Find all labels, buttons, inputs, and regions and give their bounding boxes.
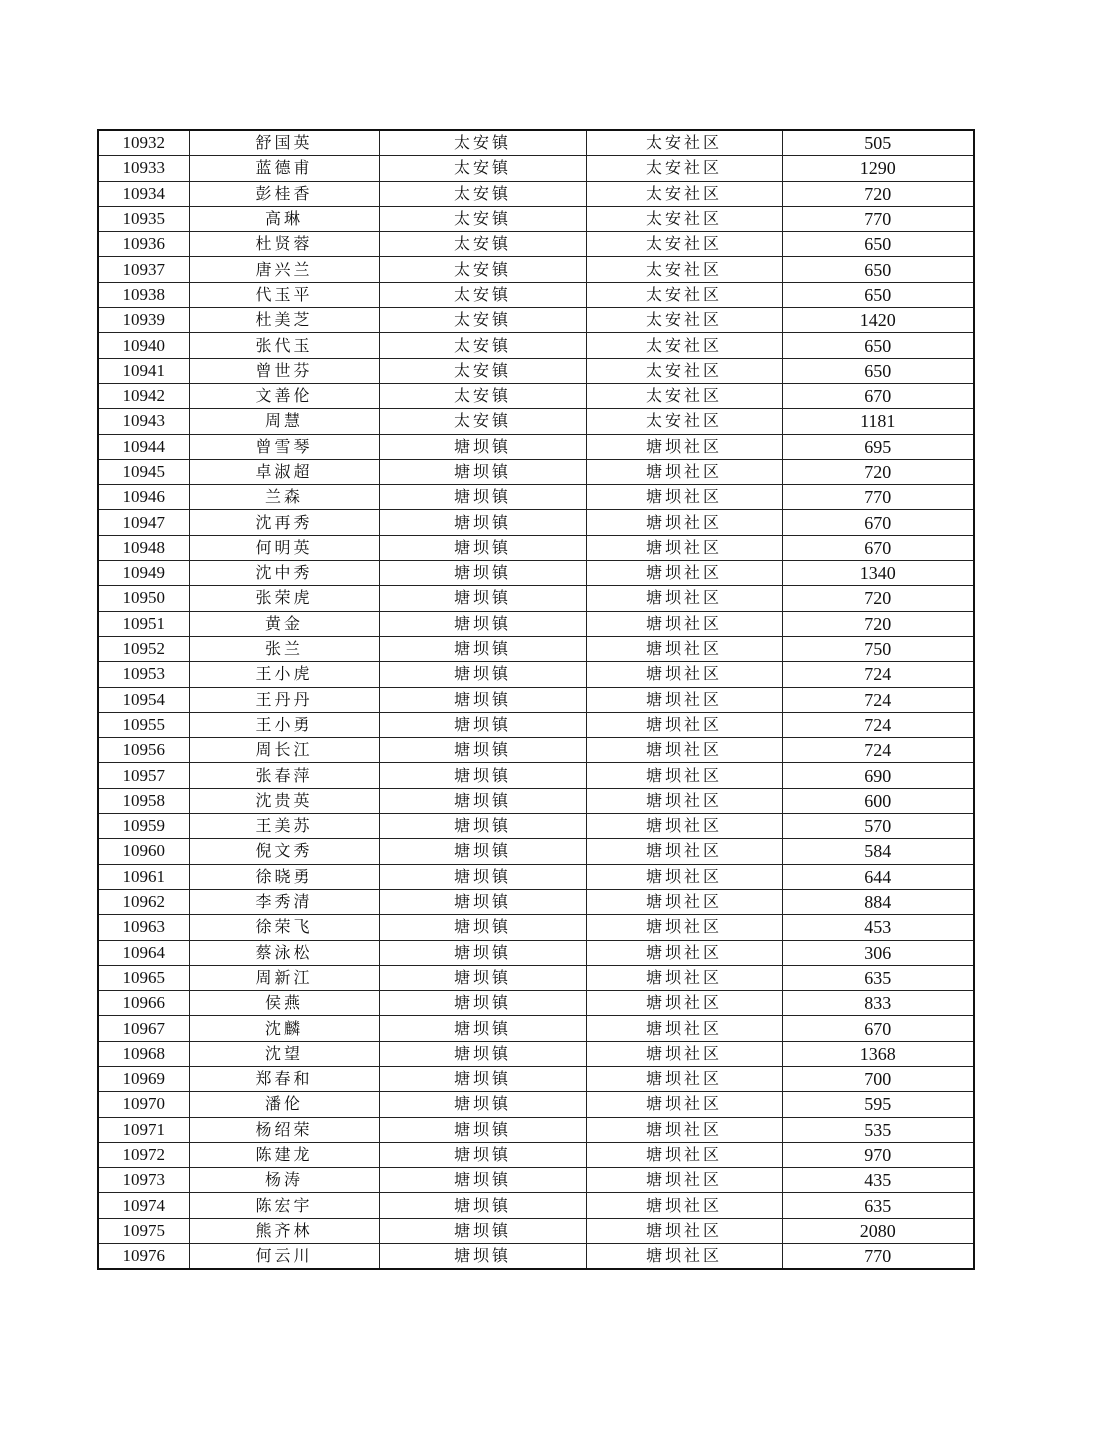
cell-name: 杨涛 — [189, 1168, 379, 1193]
cell-town: 太安镇 — [379, 232, 586, 257]
cell-name: 沈贵英 — [189, 788, 379, 813]
table-row — [98, 1066, 974, 1091]
cell-id: 10976 — [98, 1244, 189, 1270]
cell-community: 塘坝社区 — [586, 1193, 782, 1218]
cell-town: 塘坝镇 — [379, 1142, 586, 1167]
cell-id: 10973 — [98, 1168, 189, 1193]
cell-amount: 770 — [782, 1244, 974, 1270]
cell-amount: 435 — [782, 1168, 974, 1193]
cell-town: 塘坝镇 — [379, 561, 586, 586]
cell-amount: 670 — [782, 383, 974, 408]
cell-id: 10935 — [98, 206, 189, 231]
cell-id: 10957 — [98, 763, 189, 788]
cell-town: 塘坝镇 — [379, 510, 586, 535]
table-row — [98, 1016, 974, 1041]
cell-town: 塘坝镇 — [379, 915, 586, 940]
cell-amount: 650 — [782, 333, 974, 358]
cell-community: 塘坝社区 — [586, 510, 782, 535]
table-row — [98, 232, 974, 257]
cell-amount: 600 — [782, 788, 974, 813]
cell-community: 塘坝社区 — [586, 965, 782, 990]
cell-id: 10972 — [98, 1142, 189, 1167]
cell-community: 塘坝社区 — [586, 940, 782, 965]
cell-id: 10966 — [98, 991, 189, 1016]
cell-id: 10936 — [98, 232, 189, 257]
cell-name: 潘伦 — [189, 1092, 379, 1117]
cell-id: 10955 — [98, 712, 189, 737]
table-row — [98, 308, 974, 333]
cell-community: 塘坝社区 — [586, 662, 782, 687]
cell-amount: 650 — [782, 257, 974, 282]
cell-community: 塘坝社区 — [586, 459, 782, 484]
cell-name: 张代玉 — [189, 333, 379, 358]
cell-id: 10946 — [98, 485, 189, 510]
table-row — [98, 459, 974, 484]
table-row — [98, 333, 974, 358]
cell-town: 塘坝镇 — [379, 738, 586, 763]
cell-amount: 884 — [782, 889, 974, 914]
cell-amount: 670 — [782, 1016, 974, 1041]
cell-community: 塘坝社区 — [586, 1066, 782, 1091]
cell-name: 张兰 — [189, 636, 379, 661]
cell-name: 徐晓勇 — [189, 864, 379, 889]
cell-town: 太安镇 — [379, 333, 586, 358]
cell-id: 10952 — [98, 636, 189, 661]
cell-community: 太安社区 — [586, 156, 782, 181]
table-row — [98, 763, 974, 788]
cell-amount: 644 — [782, 864, 974, 889]
cell-id: 10967 — [98, 1016, 189, 1041]
cell-town: 太安镇 — [379, 181, 586, 206]
cell-id: 10958 — [98, 788, 189, 813]
cell-amount: 770 — [782, 485, 974, 510]
cell-amount: 750 — [782, 636, 974, 661]
cell-amount: 1290 — [782, 156, 974, 181]
table-row — [98, 156, 974, 181]
table-row — [98, 687, 974, 712]
cell-town: 塘坝镇 — [379, 1193, 586, 1218]
cell-town: 塘坝镇 — [379, 814, 586, 839]
cell-id: 10937 — [98, 257, 189, 282]
cell-community: 塘坝社区 — [586, 586, 782, 611]
cell-id: 10942 — [98, 383, 189, 408]
cell-amount: 670 — [782, 535, 974, 560]
cell-amount: 720 — [782, 181, 974, 206]
cell-community: 塘坝社区 — [586, 535, 782, 560]
cell-id: 10963 — [98, 915, 189, 940]
cell-amount: 970 — [782, 1142, 974, 1167]
cell-id: 10945 — [98, 459, 189, 484]
cell-id: 10954 — [98, 687, 189, 712]
table-row — [98, 611, 974, 636]
cell-amount: 595 — [782, 1092, 974, 1117]
cell-town: 塘坝镇 — [379, 940, 586, 965]
cell-community: 塘坝社区 — [586, 1168, 782, 1193]
cell-name: 王美苏 — [189, 814, 379, 839]
cell-community: 塘坝社区 — [586, 611, 782, 636]
cell-town: 塘坝镇 — [379, 889, 586, 914]
cell-community: 太安社区 — [586, 130, 782, 156]
cell-town: 塘坝镇 — [379, 687, 586, 712]
cell-amount: 720 — [782, 611, 974, 636]
table-row — [98, 889, 974, 914]
table-row — [98, 434, 974, 459]
cell-id: 10939 — [98, 308, 189, 333]
cell-community: 太安社区 — [586, 333, 782, 358]
cell-name: 沈麟 — [189, 1016, 379, 1041]
cell-name: 唐兴兰 — [189, 257, 379, 282]
cell-amount: 453 — [782, 915, 974, 940]
cell-name: 周慧 — [189, 409, 379, 434]
cell-town: 塘坝镇 — [379, 662, 586, 687]
cell-town: 太安镇 — [379, 282, 586, 307]
cell-community: 太安社区 — [586, 409, 782, 434]
cell-name: 蔡泳松 — [189, 940, 379, 965]
cell-id: 10964 — [98, 940, 189, 965]
cell-community: 塘坝社区 — [586, 788, 782, 813]
cell-amount: 770 — [782, 206, 974, 231]
table-row — [98, 206, 974, 231]
cell-name: 卓淑超 — [189, 459, 379, 484]
cell-amount: 700 — [782, 1066, 974, 1091]
cell-town: 太安镇 — [379, 409, 586, 434]
cell-name: 沈中秀 — [189, 561, 379, 586]
cell-town: 塘坝镇 — [379, 1218, 586, 1243]
table-row — [98, 662, 974, 687]
cell-id: 10974 — [98, 1193, 189, 1218]
table-row — [98, 738, 974, 763]
cell-community: 塘坝社区 — [586, 763, 782, 788]
cell-name: 李秀清 — [189, 889, 379, 914]
cell-town: 塘坝镇 — [379, 611, 586, 636]
cell-community: 塘坝社区 — [586, 864, 782, 889]
cell-id: 10959 — [98, 814, 189, 839]
cell-town: 塘坝镇 — [379, 1066, 586, 1091]
cell-town: 塘坝镇 — [379, 1168, 586, 1193]
cell-town: 太安镇 — [379, 358, 586, 383]
table-row — [98, 561, 974, 586]
cell-community: 塘坝社区 — [586, 434, 782, 459]
cell-id: 10932 — [98, 130, 189, 156]
table-row — [98, 839, 974, 864]
table-row — [98, 586, 974, 611]
cell-town: 塘坝镇 — [379, 991, 586, 1016]
cell-id: 10962 — [98, 889, 189, 914]
cell-amount: 650 — [782, 282, 974, 307]
table-row — [98, 257, 974, 282]
table-row — [98, 1168, 974, 1193]
cell-name: 王丹丹 — [189, 687, 379, 712]
cell-id: 10969 — [98, 1066, 189, 1091]
cell-name: 倪文秀 — [189, 839, 379, 864]
cell-id: 10947 — [98, 510, 189, 535]
cell-town: 塘坝镇 — [379, 535, 586, 560]
cell-community: 太安社区 — [586, 308, 782, 333]
cell-amount: 720 — [782, 586, 974, 611]
cell-town: 塘坝镇 — [379, 763, 586, 788]
cell-name: 郑春和 — [189, 1066, 379, 1091]
cell-amount: 2080 — [782, 1218, 974, 1243]
cell-town: 塘坝镇 — [379, 636, 586, 661]
cell-town: 塘坝镇 — [379, 712, 586, 737]
cell-amount: 724 — [782, 712, 974, 737]
table-row — [98, 1218, 974, 1243]
roster-table — [97, 129, 975, 1270]
cell-name: 黄金 — [189, 611, 379, 636]
cell-name: 何云川 — [189, 1244, 379, 1270]
cell-id: 10948 — [98, 535, 189, 560]
table-row — [98, 358, 974, 383]
cell-amount: 670 — [782, 510, 974, 535]
cell-community: 塘坝社区 — [586, 915, 782, 940]
table-row — [98, 915, 974, 940]
cell-amount: 724 — [782, 738, 974, 763]
table-row — [98, 282, 974, 307]
cell-amount: 1420 — [782, 308, 974, 333]
table-row — [98, 181, 974, 206]
cell-town: 塘坝镇 — [379, 586, 586, 611]
table-row — [98, 510, 974, 535]
cell-name: 徐荣飞 — [189, 915, 379, 940]
cell-name: 曾世芬 — [189, 358, 379, 383]
cell-community: 塘坝社区 — [586, 1244, 782, 1270]
cell-town: 塘坝镇 — [379, 1041, 586, 1066]
cell-name: 王小虎 — [189, 662, 379, 687]
cell-town: 太安镇 — [379, 308, 586, 333]
cell-community: 塘坝社区 — [586, 687, 782, 712]
cell-name: 周新江 — [189, 965, 379, 990]
cell-name: 何明英 — [189, 535, 379, 560]
cell-community: 塘坝社区 — [586, 1092, 782, 1117]
table-row — [98, 409, 974, 434]
cell-id: 10953 — [98, 662, 189, 687]
table-row — [98, 383, 974, 408]
cell-amount: 724 — [782, 687, 974, 712]
cell-amount: 650 — [782, 232, 974, 257]
cell-amount: 724 — [782, 662, 974, 687]
cell-town: 塘坝镇 — [379, 864, 586, 889]
table-row — [98, 1142, 974, 1167]
cell-id: 10970 — [98, 1092, 189, 1117]
cell-community: 太安社区 — [586, 232, 782, 257]
cell-id: 10950 — [98, 586, 189, 611]
cell-community: 塘坝社区 — [586, 636, 782, 661]
cell-name: 陈宏宇 — [189, 1193, 379, 1218]
cell-community: 太安社区 — [586, 358, 782, 383]
cell-town: 塘坝镇 — [379, 459, 586, 484]
cell-community: 塘坝社区 — [586, 1016, 782, 1041]
cell-community: 塘坝社区 — [586, 814, 782, 839]
cell-community: 塘坝社区 — [586, 1041, 782, 1066]
cell-community: 塘坝社区 — [586, 738, 782, 763]
cell-name: 曾雪琴 — [189, 434, 379, 459]
cell-name: 沈望 — [189, 1041, 379, 1066]
cell-town: 太安镇 — [379, 156, 586, 181]
cell-id: 10960 — [98, 839, 189, 864]
cell-community: 太安社区 — [586, 282, 782, 307]
cell-name: 彭桂香 — [189, 181, 379, 206]
cell-community: 塘坝社区 — [586, 561, 782, 586]
table-row — [98, 991, 974, 1016]
cell-amount: 833 — [782, 991, 974, 1016]
cell-id: 10951 — [98, 611, 189, 636]
cell-amount: 690 — [782, 763, 974, 788]
cell-id: 10956 — [98, 738, 189, 763]
cell-amount: 535 — [782, 1117, 974, 1142]
cell-id: 10940 — [98, 333, 189, 358]
cell-town: 塘坝镇 — [379, 1092, 586, 1117]
cell-community: 塘坝社区 — [586, 712, 782, 737]
cell-amount: 1368 — [782, 1041, 974, 1066]
table-row — [98, 814, 974, 839]
cell-amount: 695 — [782, 434, 974, 459]
cell-name: 代玉平 — [189, 282, 379, 307]
cell-name: 蓝德甫 — [189, 156, 379, 181]
cell-amount: 570 — [782, 814, 974, 839]
cell-town: 太安镇 — [379, 130, 586, 156]
cell-id: 10938 — [98, 282, 189, 307]
cell-id: 10941 — [98, 358, 189, 383]
cell-amount: 635 — [782, 965, 974, 990]
cell-town: 塘坝镇 — [379, 485, 586, 510]
cell-town: 塘坝镇 — [379, 965, 586, 990]
cell-name: 高琳 — [189, 206, 379, 231]
cell-town: 塘坝镇 — [379, 788, 586, 813]
cell-community: 塘坝社区 — [586, 889, 782, 914]
cell-town: 塘坝镇 — [379, 1016, 586, 1041]
cell-community: 塘坝社区 — [586, 839, 782, 864]
cell-id: 10949 — [98, 561, 189, 586]
cell-name: 舒国英 — [189, 130, 379, 156]
table-row — [98, 1041, 974, 1066]
cell-id: 10968 — [98, 1041, 189, 1066]
cell-id: 10961 — [98, 864, 189, 889]
cell-name: 侯燕 — [189, 991, 379, 1016]
cell-amount: 635 — [782, 1193, 974, 1218]
cell-town: 太安镇 — [379, 257, 586, 282]
table-row — [98, 788, 974, 813]
table-row — [98, 130, 974, 156]
cell-name: 文善伦 — [189, 383, 379, 408]
cell-id: 10943 — [98, 409, 189, 434]
cell-name: 杜美芝 — [189, 308, 379, 333]
cell-town: 塘坝镇 — [379, 434, 586, 459]
cell-town: 太安镇 — [379, 383, 586, 408]
cell-id: 10971 — [98, 1117, 189, 1142]
cell-amount: 584 — [782, 839, 974, 864]
table-row — [98, 485, 974, 510]
cell-name: 沈再秀 — [189, 510, 379, 535]
table-row — [98, 965, 974, 990]
cell-name: 张荣虎 — [189, 586, 379, 611]
cell-name: 陈建龙 — [189, 1142, 379, 1167]
table-row — [98, 940, 974, 965]
cell-amount: 1340 — [782, 561, 974, 586]
cell-name: 王小勇 — [189, 712, 379, 737]
cell-community: 太安社区 — [586, 181, 782, 206]
cell-name: 熊齐林 — [189, 1218, 379, 1243]
cell-amount: 306 — [782, 940, 974, 965]
cell-community: 塘坝社区 — [586, 1117, 782, 1142]
table-row — [98, 1244, 974, 1270]
cell-name: 杨绍荣 — [189, 1117, 379, 1142]
cell-community: 塘坝社区 — [586, 485, 782, 510]
cell-community: 太安社区 — [586, 206, 782, 231]
table-row — [98, 1193, 974, 1218]
cell-community: 太安社区 — [586, 257, 782, 282]
cell-town: 塘坝镇 — [379, 1244, 586, 1270]
cell-amount: 650 — [782, 358, 974, 383]
cell-town: 塘坝镇 — [379, 1117, 586, 1142]
cell-id: 10975 — [98, 1218, 189, 1243]
cell-id: 10965 — [98, 965, 189, 990]
table-row — [98, 1092, 974, 1117]
cell-name: 兰森 — [189, 485, 379, 510]
table-row — [98, 636, 974, 661]
cell-id: 10933 — [98, 156, 189, 181]
cell-community: 塘坝社区 — [586, 991, 782, 1016]
cell-amount: 1181 — [782, 409, 974, 434]
cell-amount: 720 — [782, 459, 974, 484]
cell-id: 10944 — [98, 434, 189, 459]
cell-community: 塘坝社区 — [586, 1142, 782, 1167]
table-row — [98, 535, 974, 560]
cell-town: 塘坝镇 — [379, 839, 586, 864]
cell-name: 杜贤蓉 — [189, 232, 379, 257]
cell-name: 张春萍 — [189, 763, 379, 788]
cell-town: 太安镇 — [379, 206, 586, 231]
table-row — [98, 712, 974, 737]
cell-community: 塘坝社区 — [586, 1218, 782, 1243]
cell-id: 10934 — [98, 181, 189, 206]
cell-name: 周长江 — [189, 738, 379, 763]
table-row — [98, 1117, 974, 1142]
table-row — [98, 864, 974, 889]
cell-community: 太安社区 — [586, 383, 782, 408]
roster-table-body — [98, 130, 974, 1269]
cell-amount: 505 — [782, 130, 974, 156]
